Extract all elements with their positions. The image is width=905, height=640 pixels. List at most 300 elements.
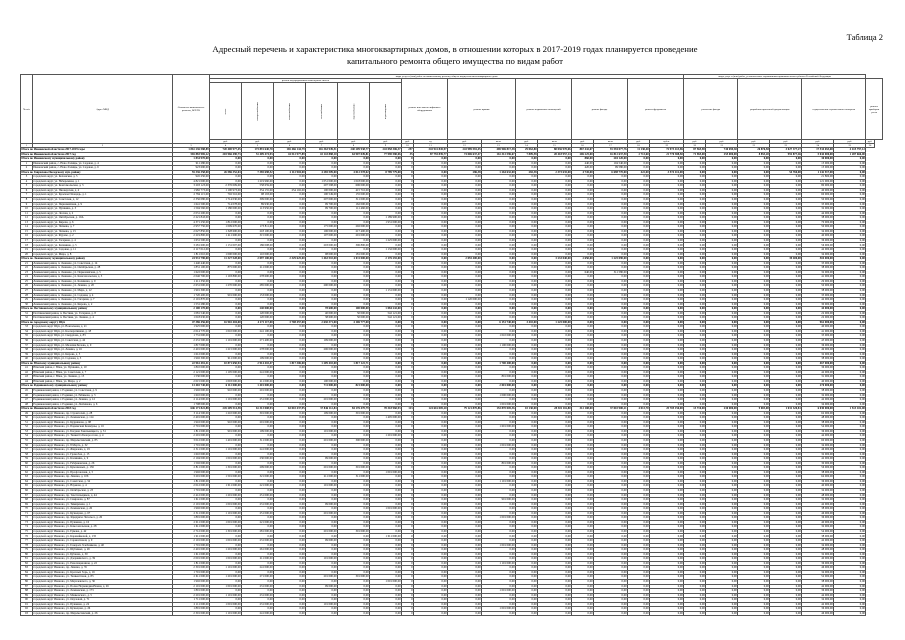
value-cell: 0,00	[594, 561, 628, 566]
value-cell: 0,00	[414, 484, 448, 489]
value-cell: 0,00	[572, 229, 594, 234]
value-cell: 0,00	[834, 234, 866, 239]
value-cell: 0,00	[516, 498, 538, 503]
value-cell: 0,00	[370, 484, 402, 489]
value-cell: 0,00	[650, 566, 684, 571]
value-cell: 0,00	[684, 184, 706, 189]
value-cell: 0,00	[594, 475, 628, 480]
column-number-cell: 22	[738, 144, 770, 148]
value-cell: 13 710,00	[684, 407, 706, 412]
value-cell: 0,00	[306, 302, 338, 307]
value-cell: 0,00	[210, 552, 242, 557]
value-cell: 173 891 640,70	[242, 148, 274, 153]
header-work-electric: электроснабжения	[242, 83, 274, 140]
value-cell: 0,00	[338, 416, 370, 421]
value-cell: 0,00	[370, 566, 402, 571]
value-cell: 84 176 470,79	[338, 407, 370, 412]
value-cell: 0,00	[684, 375, 706, 380]
value-cell: 0,00	[594, 393, 628, 398]
value-cell: 0,00	[770, 584, 802, 589]
value-cell: 0,00	[516, 298, 538, 303]
value-cell: 0,00	[516, 329, 538, 334]
row-number-cell: 21	[21, 261, 33, 266]
value-cell: 0,00	[414, 293, 448, 298]
address-cell: городской округ Иваново, ул. Октябрьская, д. 23	[33, 489, 173, 494]
value-cell: 1 700 400,00	[482, 361, 516, 366]
value-cell: 0,00	[210, 452, 242, 457]
value-cell: 0,00	[516, 166, 538, 171]
value-cell: 0,00	[274, 452, 306, 457]
value-cell: 0,00	[306, 566, 338, 571]
value-cell: 0,00	[706, 543, 738, 548]
value-cell: 0,00	[572, 188, 594, 193]
unit-cell: куб.м.	[650, 140, 684, 144]
value-cell: 0,00	[684, 534, 706, 539]
value-cell: 0,00	[448, 498, 482, 503]
value-cell: 2 101 000,00	[173, 584, 210, 589]
value-cell: 0,00	[482, 598, 516, 603]
value-cell: 0,00	[538, 443, 572, 448]
value-cell: 0,00	[516, 311, 538, 316]
value-cell: 241 000,00	[242, 448, 274, 453]
value-cell: 0,00	[482, 584, 516, 589]
value-cell: 0,00	[516, 539, 538, 544]
unit-cell: руб.	[684, 140, 706, 144]
row-number-cell: 51	[21, 420, 33, 425]
value-cell: 0,00	[650, 338, 684, 343]
value-cell: 0,00	[338, 502, 370, 507]
value-cell: 0,00	[516, 434, 538, 439]
value-cell: 0,00	[370, 548, 402, 553]
value-cell: 0,00	[684, 416, 706, 421]
value-cell: 0,00	[370, 352, 402, 357]
value-cell: 0,00	[738, 529, 770, 534]
row-number-cell: 72	[21, 516, 33, 521]
value-cell: 0,00	[242, 393, 274, 398]
value-cell: 0,00	[274, 307, 306, 312]
value-cell: 0,00	[414, 225, 448, 230]
value-cell: 0,00	[684, 598, 706, 603]
value-cell: 0,00	[706, 493, 738, 498]
value-cell: 0,00	[628, 298, 650, 303]
value-cell: 0,00	[448, 284, 482, 289]
value-cell: 0,00	[834, 516, 866, 521]
value-cell: 0,00	[414, 611, 448, 616]
value-cell: 99 000,00	[306, 457, 338, 462]
value-cell: 901 000,00	[482, 498, 516, 503]
value-cell: 0,00	[482, 243, 516, 248]
value-cell: 0,00	[274, 211, 306, 216]
value-cell: 0,00	[650, 279, 684, 284]
value-cell: 0,00	[650, 357, 684, 362]
value-cell: 0,00	[738, 448, 770, 453]
address-cell: городской округ, ул. Комсомольская, д. 3	[33, 184, 173, 189]
value-cell: 0,00	[516, 561, 538, 566]
value-cell: 0,00	[274, 384, 306, 389]
value-cell: 0,00	[370, 338, 402, 343]
row-number-cell: 55	[21, 439, 33, 444]
value-cell: 0,00	[770, 439, 802, 444]
value-cell: 0,00	[338, 525, 370, 530]
value-cell: 0	[402, 379, 414, 384]
value-cell: 2 011 000,00	[338, 257, 370, 262]
value-cell: 0,00	[706, 529, 738, 534]
value-cell: 0,00	[414, 193, 448, 198]
value-cell: 0,00	[448, 434, 482, 439]
value-cell: 0,00	[338, 238, 370, 243]
value-cell: 0,00	[770, 525, 802, 530]
value-cell: 301 000,00	[242, 411, 274, 416]
address-cell: городской округ, ул. Фрунзе, д. 2	[33, 234, 173, 239]
value-cell: 0,00	[628, 343, 650, 348]
value-cell: 0,00	[684, 198, 706, 203]
value-cell: 50 000,00	[338, 316, 370, 321]
table-label: Таблица 2	[846, 32, 883, 42]
value-cell: 0,00	[738, 311, 770, 316]
value-cell: 0,00	[572, 311, 594, 316]
value-cell: 0,00	[370, 498, 402, 503]
value-cell: 0,00	[370, 202, 402, 207]
value-cell: 0,00	[414, 543, 448, 548]
value-cell: 211 000,00	[242, 266, 274, 271]
value-cell: 0,00	[538, 457, 572, 462]
value-cell: 121 000,00	[802, 179, 834, 184]
value-cell: 0,00	[572, 198, 594, 203]
value-cell: 0	[402, 357, 414, 362]
value-cell: 0,00	[684, 257, 706, 262]
value-cell: 1 817 000,00	[173, 343, 210, 348]
value-cell: 0,00	[482, 548, 516, 553]
value-cell: 0,00	[770, 448, 802, 453]
header-work-insulation: утепление фасада	[684, 79, 738, 140]
value-cell: 0,00	[210, 325, 242, 330]
value-cell: 35 000,00	[802, 334, 834, 339]
address-cell: городской округ Иваново, ул. Сарментовой, д. 9	[33, 539, 173, 544]
value-cell: 0,00	[516, 370, 538, 375]
value-cell: 0,00	[706, 429, 738, 434]
value-cell: 0,00	[448, 270, 482, 275]
value-cell: 0,00	[274, 425, 306, 430]
value-cell: 0	[402, 493, 414, 498]
value-cell: 0,00	[338, 543, 370, 548]
value-cell: 101 000,00	[306, 429, 338, 434]
value-cell: 0,00	[572, 316, 594, 321]
value-cell: 0,00	[706, 298, 738, 303]
value-cell: 0,00	[448, 575, 482, 580]
value-cell: 107 000,00	[306, 234, 338, 239]
value-cell: 0,00	[770, 188, 802, 193]
value-cell: 0,00	[482, 329, 516, 334]
value-cell: 0,00	[448, 307, 482, 312]
value-cell: 0,00	[650, 261, 684, 266]
value-cell: 0,00	[538, 539, 572, 544]
value-cell: 0,00	[738, 457, 770, 462]
value-cell: 56 000,00	[802, 243, 834, 248]
value-cell: 0,00	[274, 248, 306, 253]
value-cell: 0,00	[706, 470, 738, 475]
value-cell: 0,00	[516, 443, 538, 448]
address-cell: Лежневский район, п. Лежнево, ул. Садовая, д. 4	[33, 293, 173, 298]
value-cell: 0,00	[414, 266, 448, 271]
value-cell: 0,00	[306, 520, 338, 525]
value-cell: 3 410,00	[516, 320, 538, 325]
value-cell: 1 011 000,00	[370, 534, 402, 539]
value-cell: 2 356 080,00	[173, 198, 210, 203]
value-cell: 0,00	[834, 548, 866, 553]
value-cell: 0,00	[770, 416, 802, 421]
value-cell: 0,00	[338, 548, 370, 553]
value-cell: 0,00	[650, 479, 684, 484]
value-cell: 0,00	[770, 611, 802, 616]
value-cell: 0,00	[516, 248, 538, 253]
value-cell: 0	[402, 202, 414, 207]
value-cell: 9 003,00	[738, 407, 770, 412]
value-cell: 1 132 000,00	[370, 248, 402, 253]
address-cell: городской округ Иваново, пр. Шереметевский, д. 26	[33, 611, 173, 616]
value-cell: 1 100 973,00	[210, 188, 242, 193]
value-cell: 2 117 012,00	[173, 248, 210, 253]
value-cell: 0,00	[738, 575, 770, 580]
value-cell: 0,00	[572, 502, 594, 507]
value-cell: 0,00	[210, 534, 242, 539]
value-cell: 0,00	[834, 429, 866, 434]
value-cell: 0,00	[628, 552, 650, 557]
address-cell: городской округ, ул. Набережная, д. 1	[33, 179, 173, 184]
value-cell: 2 301 000,00	[173, 611, 210, 616]
value-cell: 6 698 770,00	[594, 170, 628, 175]
address-cell: городской округ Иваново, ул. Лежневская, д. 114	[33, 416, 173, 421]
column-number-cell: 16	[572, 144, 594, 148]
value-cell: 40 000,00	[802, 325, 834, 330]
value-cell: 46 000,00	[802, 611, 834, 616]
value-cell: 0,00	[572, 298, 594, 303]
value-cell: 0,00	[274, 338, 306, 343]
value-cell: 0,00	[706, 243, 738, 248]
value-cell: 0,00	[414, 334, 448, 339]
value-cell: 0,00	[770, 348, 802, 353]
value-cell: 0,00	[572, 529, 594, 534]
value-cell: 0,00	[684, 589, 706, 594]
value-cell: 0,00	[706, 393, 738, 398]
value-cell: 0,00	[414, 252, 448, 257]
value-cell: 0,00	[370, 520, 402, 525]
row-number-cell: 82	[21, 561, 33, 566]
value-cell: 78 318 960,93	[370, 407, 402, 412]
value-cell: 0,00	[738, 157, 770, 162]
value-cell: 1 405 000,00	[370, 416, 402, 421]
value-cell: 0,00	[516, 179, 538, 184]
value-cell: 47 386 456,00	[173, 320, 210, 325]
value-cell: 0,00	[448, 379, 482, 384]
value-cell: 0,00	[242, 416, 274, 421]
value-cell: 0,00	[706, 248, 738, 253]
row-number-cell: 16	[21, 234, 33, 239]
value-cell: 261 000,00	[242, 548, 274, 553]
value-cell: 0,00	[538, 602, 572, 607]
address-cell: городской округ, ул. Первомайская, д. 9	[33, 202, 173, 207]
value-cell: 0,00	[684, 434, 706, 439]
value-cell: 0,00	[684, 348, 706, 353]
value-cell: 0,00	[274, 261, 306, 266]
value-cell: 0,00	[210, 238, 242, 243]
value-cell: 0,00	[274, 570, 306, 575]
value-cell: 17 534 653,00	[802, 148, 834, 153]
value-cell: 0,00	[834, 543, 866, 548]
value-cell: 0,00	[628, 238, 650, 243]
value-cell: 0,00	[338, 448, 370, 453]
value-cell: 0,00	[628, 379, 650, 384]
value-cell: 0,00	[628, 516, 650, 521]
value-cell: 0,00	[242, 525, 274, 530]
value-cell: 0,00	[338, 298, 370, 303]
value-cell: 0,00	[274, 184, 306, 189]
row-number-cell: 81	[21, 557, 33, 562]
row-number-cell: 76	[21, 534, 33, 539]
address-cell: городской округ Иваново, ул. Окуловой, д. 71	[33, 598, 173, 603]
value-cell: 162 000,00	[338, 202, 370, 207]
value-cell: 0,00	[448, 302, 482, 307]
value-cell: 0,00	[370, 602, 402, 607]
value-cell: 0,00	[650, 452, 684, 457]
value-cell: 0,00	[594, 243, 628, 248]
value-cell: 0,00	[306, 416, 338, 421]
value-cell: 0,00	[738, 302, 770, 307]
value-cell: 0,00	[210, 570, 242, 575]
value-cell: 0,00	[628, 229, 650, 234]
value-cell: 0,00	[538, 598, 572, 603]
value-cell: 0,00	[538, 157, 572, 162]
value-cell: 0	[402, 338, 414, 343]
value-cell: 0	[402, 166, 414, 171]
value-cell: 0,00	[370, 279, 402, 284]
value-cell: 0,00	[338, 552, 370, 557]
value-cell: 0	[402, 275, 414, 280]
value-cell: 1 084 242,00	[370, 307, 402, 312]
value-cell: 0,00	[770, 479, 802, 484]
value-cell: 420,00	[572, 166, 594, 171]
address-cell: городской округ Иваново, пр. Текстильщиков, д. 44	[33, 493, 173, 498]
value-cell: 0,00	[538, 525, 572, 530]
value-cell: 0,00	[414, 348, 448, 353]
value-cell: 0,00	[706, 466, 738, 471]
value-cell: 0,00	[448, 534, 482, 539]
value-cell: 0	[402, 302, 414, 307]
value-cell: 0,00	[370, 198, 402, 203]
value-cell: 0,00	[706, 589, 738, 594]
value-cell: 0,00	[684, 175, 706, 180]
value-cell: 0,00	[594, 520, 628, 525]
value-cell: 36 000,00	[802, 238, 834, 243]
value-cell: 0,00	[338, 429, 370, 434]
value-cell: 49 000,00	[802, 348, 834, 353]
value-cell: 0,00	[834, 484, 866, 489]
value-cell: 0,00	[448, 611, 482, 616]
value-cell: 0,00	[370, 452, 402, 457]
value-cell: 0,00	[370, 320, 402, 325]
value-cell: 0,00	[306, 166, 338, 171]
value-cell: 0,00	[538, 202, 572, 207]
value-cell: 0,00	[628, 457, 650, 462]
value-cell: 1 817 306,00	[274, 361, 306, 366]
value-cell: 0,00	[572, 534, 594, 539]
value-cell: 0,00	[414, 261, 448, 266]
value-cell: 0,00	[274, 534, 306, 539]
value-cell: 37 010 900,21	[594, 407, 628, 412]
value-cell: 0,00	[370, 543, 402, 548]
row-number-cell: 39	[21, 352, 33, 357]
value-cell: 71 965,00	[684, 152, 706, 157]
value-cell: 0	[402, 388, 414, 393]
value-cell: 0,00	[538, 534, 572, 539]
value-cell: 0,00	[274, 357, 306, 362]
value-cell: 0,00	[706, 443, 738, 448]
value-cell: 0,00	[572, 443, 594, 448]
value-cell: 0,00	[516, 598, 538, 603]
value-cell: 201 000,00	[306, 439, 338, 444]
value-cell: 0	[402, 548, 414, 553]
value-cell: 0,00	[414, 211, 448, 216]
value-cell: 0,00	[538, 302, 572, 307]
value-cell: 165 466 144,79	[274, 148, 306, 153]
value-cell: 2 011 000,00	[173, 520, 210, 525]
value-cell: 62 000,00	[802, 411, 834, 416]
value-cell: 230 000,00	[242, 457, 274, 462]
row-number-cell: 37	[21, 343, 33, 348]
value-cell: 0,00	[684, 429, 706, 434]
value-cell: 0,00	[770, 498, 802, 503]
value-cell: 0,00	[594, 507, 628, 512]
value-cell: 0,00	[482, 302, 516, 307]
value-cell: 0,00	[414, 425, 448, 430]
value-cell: 0	[402, 216, 414, 221]
value-cell: 0,00	[684, 557, 706, 562]
value-cell: 0,00	[650, 366, 684, 371]
value-cell: 0,00	[370, 325, 402, 330]
value-cell: 0,00	[306, 570, 338, 575]
value-cell: 0,00	[538, 284, 572, 289]
header-work-meters: ремонт приборов учета	[866, 79, 883, 140]
value-cell: 0,00	[210, 525, 242, 530]
value-cell: 0,00	[834, 443, 866, 448]
value-cell: 0,00	[770, 220, 802, 225]
value-cell: 0,00	[650, 493, 684, 498]
value-cell: 0,00	[448, 161, 482, 166]
value-cell: 0,00	[210, 270, 242, 275]
value-cell: 0,00	[650, 434, 684, 439]
value-cell: 0,00	[834, 207, 866, 212]
value-cell: 0,00	[538, 425, 572, 430]
value-cell: 0,00	[706, 388, 738, 393]
value-cell: 0,00	[242, 238, 274, 243]
value-cell: 0,00	[706, 166, 738, 171]
value-cell: 1 000 000,00	[482, 393, 516, 398]
value-cell: 0,00	[210, 516, 242, 521]
value-cell: 0,00	[834, 257, 866, 262]
value-cell: 2 401 000,00	[173, 548, 210, 553]
value-cell: 0,00	[738, 452, 770, 457]
value-cell: 42 000,00	[802, 398, 834, 403]
value-cell: 0,00	[650, 257, 684, 262]
value-cell: 0,00	[482, 502, 516, 507]
value-cell: 0,00	[538, 352, 572, 357]
value-cell: 0,00	[572, 284, 594, 289]
value-cell: 0,00	[770, 398, 802, 403]
value-cell: 301 000,00	[338, 575, 370, 580]
value-cell: 0,00	[650, 557, 684, 562]
value-cell: 0,00	[834, 248, 866, 253]
value-cell: 0,00	[482, 184, 516, 189]
value-cell: 0,00	[210, 279, 242, 284]
